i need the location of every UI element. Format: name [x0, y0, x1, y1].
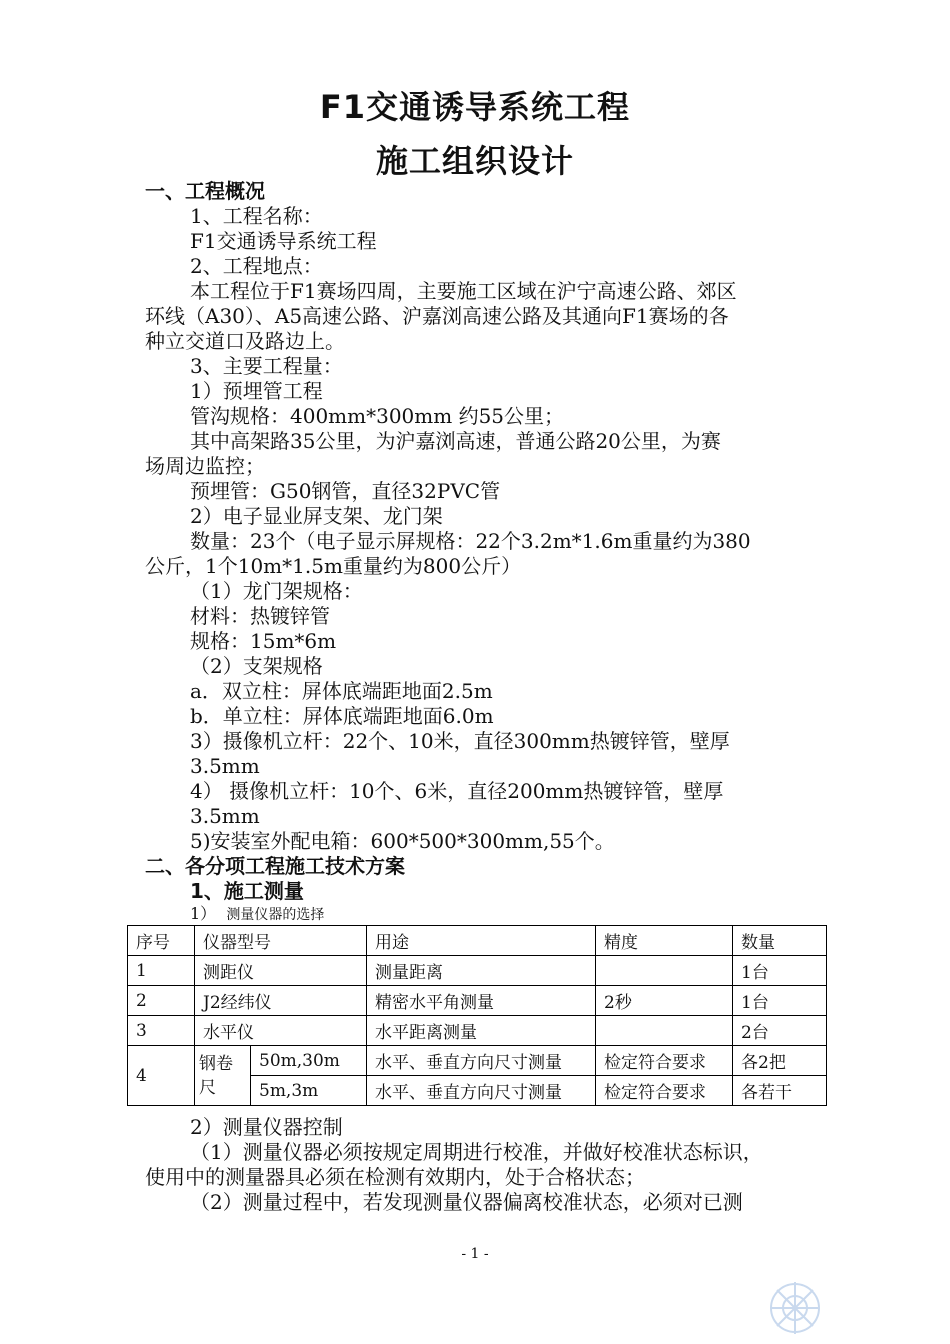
item-4: 4） 摄像机立杆：10个、6米，直径200mm热镀锌管，壁厚 [190, 779, 724, 803]
instrument-control-title: 2）测量仪器控制 [190, 1115, 343, 1139]
bracket-title: （2）支架规格 [190, 654, 323, 678]
table-cell: 各2把 [733, 1046, 827, 1076]
table-cell: 3 [128, 1016, 195, 1046]
table-cell: 4 [128, 1046, 195, 1106]
project-location-text: 本工程位于F1赛场四周，主要施工区域在沪宁高速公路、郊区 [190, 279, 737, 303]
watermark-logo-icon [755, 1270, 835, 1340]
table-cell: 水平距离测量 [367, 1016, 596, 1046]
bracket-b: b．单立柱：屏体底端距地面6.0m [190, 704, 494, 728]
table-cell [596, 956, 733, 986]
quantity-label: 3、主要工程量： [190, 354, 343, 378]
table-cell: 5m,3m [251, 1076, 367, 1106]
document-title: F1交通诱导系统工程 [319, 88, 631, 126]
table-cell: 1台 [733, 986, 827, 1016]
table-row [128, 1016, 827, 1046]
table-cell: 钢卷尺 [195, 1046, 251, 1106]
table-cell: 50m,30m [251, 1046, 367, 1076]
table-cell: 水平、垂直方向尺寸测量 [367, 1076, 596, 1106]
item-2-title: 2）电子显业屏支架、龙门架 [190, 504, 443, 528]
item-1-spec: 管沟规格：400mm*300mm 约55公里； [190, 404, 565, 428]
table-header-row [128, 926, 827, 956]
page-number: - 1 - [461, 1246, 489, 1262]
gantry-spec: 规格：15m*6m [190, 629, 337, 653]
table-cell: 测量距离 [367, 956, 596, 986]
table-cell: 测距仪 [195, 956, 367, 986]
section-2-heading: 二、各分项工程施工技术方案 [145, 854, 405, 878]
table-row [128, 986, 827, 1016]
table-cell: 水平、垂直方向尺寸测量 [367, 1046, 596, 1076]
table-cell: 各若干 [733, 1076, 827, 1106]
item-3: 3.5mm [190, 754, 260, 778]
instrument-control-text: （2）测量过程中，若发现测量仪器偏离校准状态，必须对已测 [190, 1190, 743, 1214]
item-4: 3.5mm [190, 804, 260, 828]
table-cell: 1台 [733, 956, 827, 986]
table-header: 数量 [733, 926, 827, 956]
section-1-heading: 一、工程概况 [145, 179, 265, 203]
item-1-pipe: 预埋管：G50钢管，直径32PVC管 [190, 479, 501, 503]
item-1-title: 1）预埋管工程 [190, 379, 323, 403]
project-location-label: 2、工程地点： [190, 254, 323, 278]
gantry-material: 材料：热镀锌管 [190, 604, 330, 628]
table-cell: 2 [128, 986, 195, 1016]
item-2-quantity: 数量：23个（电子显示屏规格：22个3.2m*1.6m重量约为380 [190, 529, 751, 553]
table-row [128, 1046, 827, 1076]
item-1-detail: 场周边监控； [145, 454, 265, 478]
table-header: 精度 [596, 926, 733, 956]
item-5: 5)安装室外配电箱：600*500*300mm,55个。 [190, 829, 615, 853]
survey-heading: 1、施工测量 [190, 879, 304, 903]
item-1-detail: 其中高架路35公里，为沪嘉浏高速，普通公路20公里，为赛 [190, 429, 721, 453]
table-cell: J2经纬仪 [195, 986, 367, 1016]
table-cell: 检定符合要求 [596, 1046, 733, 1076]
table-cell: 水平仪 [195, 1016, 367, 1046]
instrument-control-text: （1）测量仪器必须按规定周期进行校准，并做好校准状态标识， [190, 1140, 763, 1164]
table-header: 用途 [367, 926, 596, 956]
table-cell: 精密水平角测量 [367, 986, 596, 1016]
table-cell: 1 [128, 956, 195, 986]
table-cell: 2台 [733, 1016, 827, 1046]
instrument-control-text: 使用中的测量器具必须在检测有效期内，处于合格状态； [145, 1165, 645, 1189]
project-name-label: 1、工程名称： [190, 204, 323, 228]
table-cell: 2秒 [596, 986, 733, 1016]
item-3: 3）摄像机立杆：22个、10米，直径300mm热镀锌管，壁厚 [190, 729, 730, 753]
table-cell: 检定符合要求 [596, 1076, 733, 1106]
table-header: 序号 [128, 926, 195, 956]
table-header: 仪器型号 [195, 926, 367, 956]
project-location-text: 环线（A30）、A5高速公路、沪嘉浏高速公路及其通向F1赛场的各 [145, 304, 729, 328]
gantry-title: （1）龙门架规格： [190, 579, 363, 603]
instrument-table [127, 925, 827, 1106]
item-2-quantity: 公斤，1个10m*1.5m重量约为800公斤） [145, 554, 522, 578]
table-cell [596, 1016, 733, 1046]
document-subtitle: 施工组织设计 [375, 142, 574, 180]
project-name-value: F1交通诱导系统工程 [190, 229, 377, 253]
table-row [128, 956, 827, 986]
instrument-selection-title: 1） 测量仪器的选择 [190, 904, 325, 923]
project-location-text: 种立交道口及路边上。 [145, 329, 345, 353]
bracket-a: a．双立柱：屏体底端距地面2.5m [190, 679, 493, 703]
